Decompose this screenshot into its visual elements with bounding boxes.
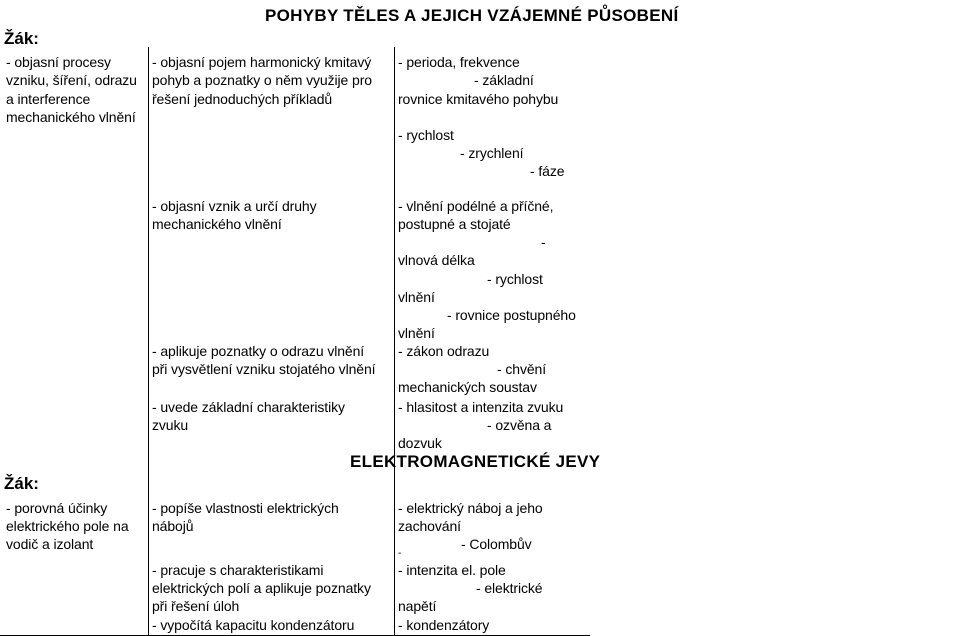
topic-line: - fáze (530, 163, 565, 179)
topic-line: - rychlost (398, 127, 454, 143)
topic-line: - vlnění podélné a příčné, (398, 198, 554, 214)
topic-line: - hlasitost a intenzita zvuku (398, 399, 564, 415)
topic-line: - kondenzátory (398, 617, 490, 633)
topic-line: vlnění (398, 325, 435, 341)
topic-line: vlnová délka (398, 252, 475, 268)
topic-line: - Colombův (461, 536, 532, 552)
competence-line: - aplikuje poznatky o odrazu vlnění (152, 343, 365, 359)
topic-line: - intenzita el. pole (398, 562, 506, 578)
competence-line: při vysvětlení vzniku stojatého vlnění (152, 361, 376, 377)
competence-line: - objasní vznik a určí druhy (152, 198, 317, 214)
competence-line: - popíše vlastnosti elektrických (152, 500, 339, 516)
column-divider-1 (148, 47, 149, 636)
topic-line: - (541, 234, 546, 250)
topic-line: - zákon odrazu (398, 343, 490, 359)
topic-line: rovnice kmitavého pohybu (398, 91, 559, 107)
outcome-mechanics-line: vzniku, šíření, odrazu (6, 72, 137, 88)
topic-line: - (398, 548, 402, 559)
topic-line: - základní (474, 72, 534, 88)
topic-line: postupné a stojaté (398, 216, 511, 232)
outcome-mechanics-line: - objasní procesy (6, 54, 111, 70)
topic-line: - zrychlení (460, 145, 524, 161)
competence-line: mechanického vlnění (152, 216, 282, 232)
zak-label-2: Žák: (4, 474, 39, 493)
topic-line: - chvění (497, 361, 546, 377)
topic-line: - elektrické (476, 580, 543, 596)
outcome-electric-line: - porovná účinky (6, 500, 108, 516)
topic-line: - perioda, frekvence (398, 54, 520, 70)
topic-line: - elektrický náboj a jeho (398, 500, 543, 516)
competence-line: při řešení úloh (152, 598, 240, 614)
zak-label-1: Žák: (4, 29, 39, 48)
topic-line: vlnění (398, 289, 435, 305)
competence-line: - vypočítá kapacitu kondenzátoru (152, 617, 355, 633)
topic-line: dozvuk (398, 435, 442, 451)
competence-line: elektrických polí a aplikuje poznatky (152, 580, 371, 596)
competence-line: - objasní pojem harmonický kmitavý (152, 54, 372, 70)
section-title-electromagnetism: ELEKTROMAGNETICKÉ JEVY (350, 452, 601, 471)
outcome-mechanics-line: mechanického vlnění (6, 109, 136, 125)
topic-line: napětí (398, 598, 437, 614)
competence-line: zvuku (152, 417, 189, 433)
competence-line: řešení jednoduchých příkladů (152, 91, 333, 107)
competence-line: nábojů (152, 518, 194, 534)
outcome-electric-line: vodič a izolant (6, 536, 94, 552)
competence-line: - uvede základní charakteristiky (152, 399, 345, 415)
topic-line: - rychlost (487, 271, 543, 287)
topic-line: - ozvěna a (487, 417, 552, 433)
topic-line: zachování (398, 518, 461, 534)
topic-line: mechanických soustav (398, 379, 537, 395)
topic-line: - rovnice postupného (447, 307, 576, 323)
outcome-mechanics-line: a interference (6, 91, 91, 107)
competence-line: pohyb a poznatky o něm využije pro (152, 72, 372, 88)
outcome-electric-line: elektrického pole na (6, 518, 129, 534)
column-divider-2 (394, 47, 395, 636)
competence-line: - pracuje s charakteristikami (152, 562, 324, 578)
section-title-mechanics: POHYBY TĚLES A JEJICH VZÁJEMNÉ PŮSOBENÍ (265, 6, 679, 25)
